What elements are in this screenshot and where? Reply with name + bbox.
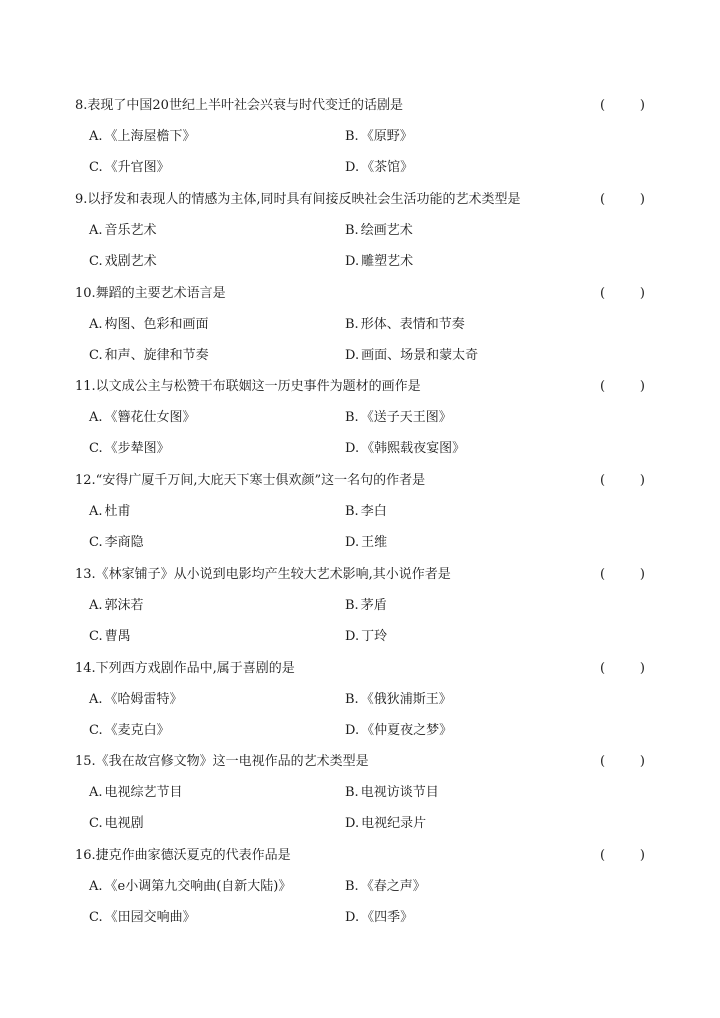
option-letter: D. [345, 160, 360, 175]
answer-bracket[interactable] [600, 471, 645, 491]
option-letter: A. [89, 223, 103, 238]
option-text: 李商隐 [104, 535, 144, 550]
option-text: 《麦克白》 [104, 723, 170, 738]
option-text: 杜甫 [104, 504, 131, 519]
question-stem [75, 377, 645, 397]
option-letter: D. [345, 816, 360, 831]
option-text: 电视纪录片 [361, 816, 427, 831]
option-text: 李白 [360, 504, 387, 519]
option-text: 音乐艺术 [104, 223, 157, 238]
question-11 [75, 377, 645, 459]
option-row [75, 502, 645, 522]
option-letter: D. [345, 441, 360, 456]
option-d[interactable] [345, 439, 465, 459]
option-d[interactable] [345, 908, 413, 928]
option-text: 构图、色彩和画面 [104, 317, 209, 332]
bracket-open: ( [600, 192, 606, 207]
bracket-close: ) [639, 567, 645, 582]
option-b[interactable] [345, 596, 387, 616]
option-b[interactable] [345, 315, 465, 335]
option-d[interactable] [345, 252, 413, 272]
option-text: 《原野》 [360, 129, 413, 144]
option-d[interactable] [345, 814, 426, 834]
answer-bracket[interactable] [600, 284, 645, 304]
answer-bracket[interactable] [600, 659, 645, 679]
bracket-open: ( [600, 661, 606, 676]
option-letter: C. [89, 254, 103, 269]
option-b[interactable] [345, 127, 413, 147]
bracket-open: ( [600, 98, 606, 113]
option-c[interactable] [89, 533, 144, 553]
option-text: 曹禺 [104, 629, 131, 644]
option-b[interactable] [345, 502, 387, 522]
option-letter: B. [345, 223, 359, 238]
option-text: 《上海屋檐下》 [104, 129, 196, 144]
option-letter: B. [345, 410, 359, 425]
question-stem [75, 96, 645, 116]
option-letter: B. [345, 879, 359, 894]
question-text: 13.《林家铺子》从小说到电影均产生较大艺术影响,其小说作者是 [75, 567, 451, 582]
bracket-close: ) [639, 661, 645, 676]
question-stem [75, 565, 645, 585]
option-c[interactable] [89, 908, 196, 928]
option-letter: C. [89, 160, 103, 175]
bracket-close: ) [639, 754, 645, 769]
question-stem [75, 190, 645, 210]
answer-bracket[interactable] [600, 190, 645, 210]
option-letter: A. [89, 129, 103, 144]
option-text: 形体、表情和节奏 [360, 317, 465, 332]
option-a[interactable] [89, 596, 144, 616]
option-a[interactable] [89, 315, 209, 335]
option-letter: A. [89, 410, 103, 425]
question-text: 9.以抒发和表现人的情感为主体,同时具有间接反映社会生活功能的艺术类型是 [75, 192, 521, 207]
option-letter: D. [345, 254, 360, 269]
option-row [75, 908, 645, 928]
option-letter: C. [89, 816, 103, 831]
bracket-close: ) [639, 379, 645, 394]
question-15 [75, 752, 645, 834]
bracket-close: ) [639, 192, 645, 207]
option-letter: D. [345, 910, 360, 925]
option-letter: C. [89, 348, 103, 363]
option-row [75, 596, 645, 616]
option-a[interactable] [89, 690, 183, 710]
option-c[interactable] [89, 252, 157, 272]
option-d[interactable] [345, 346, 478, 366]
question-stem [75, 846, 645, 866]
answer-bracket[interactable] [600, 565, 645, 585]
bracket-close: ) [639, 98, 645, 113]
question-text: 14.下列西方戏剧作品中,属于喜剧的是 [75, 661, 295, 676]
option-a[interactable] [89, 783, 183, 803]
question-stem [75, 284, 645, 304]
option-c[interactable] [89, 627, 131, 647]
option-text: 《俄狄浦斯王》 [360, 692, 452, 707]
option-row [75, 439, 645, 459]
option-text: 电视剧 [104, 816, 144, 831]
bracket-open: ( [600, 286, 606, 301]
option-text: 《簪花仕女图》 [104, 410, 196, 425]
bracket-open: ( [600, 379, 606, 394]
option-text: 《仲夏夜之梦》 [361, 723, 453, 738]
option-letter: C. [89, 535, 103, 550]
option-row [75, 533, 645, 553]
question-13 [75, 565, 645, 647]
option-text: 王维 [361, 535, 388, 550]
option-text: 和声、旋律和节奏 [104, 348, 209, 363]
question-text: 10.舞蹈的主要艺术语言是 [75, 286, 226, 301]
question-14 [75, 659, 645, 741]
option-row [75, 721, 645, 741]
option-row [75, 252, 645, 272]
question-10 [75, 284, 645, 366]
option-text: 《茶馆》 [361, 160, 414, 175]
option-c[interactable] [89, 814, 144, 834]
option-text: 《春之声》 [360, 879, 426, 894]
option-text: 戏剧艺术 [104, 254, 157, 269]
option-d[interactable] [345, 721, 452, 741]
option-row [75, 158, 645, 178]
option-letter: D. [345, 629, 360, 644]
option-text: 《e小调第九交响曲(自新大陆)》 [104, 879, 292, 894]
option-row [75, 690, 645, 710]
bracket-close: ) [639, 473, 645, 488]
option-a[interactable] [89, 127, 196, 147]
option-text: 电视综艺节目 [104, 785, 183, 800]
question-text: 12.“安得广厦千万间,大庇天下寒士俱欢颜”这一名句的作者是 [75, 473, 426, 488]
option-b[interactable] [345, 783, 439, 803]
option-text: 茅盾 [360, 598, 387, 613]
option-letter: C. [89, 441, 103, 456]
option-a[interactable] [89, 221, 157, 241]
option-letter: A. [89, 692, 103, 707]
question-stem [75, 659, 645, 679]
option-letter: C. [89, 910, 103, 925]
question-text: 8.表现了中国20世纪上半叶社会兴衰与时代变迁的话剧是 [75, 98, 403, 113]
option-letter: A. [89, 504, 103, 519]
option-letter: B. [345, 317, 359, 332]
option-letter: B. [345, 598, 359, 613]
question-8 [75, 96, 645, 178]
question-text: 16.捷克作曲家德沃夏克的代表作品是 [75, 848, 291, 863]
option-b[interactable] [345, 221, 413, 241]
option-text: 《哈姆雷特》 [104, 692, 183, 707]
option-letter: A. [89, 879, 103, 894]
question-text: 15.《我在故宫修文物》这一电视作品的艺术类型是 [75, 754, 369, 769]
option-letter: B. [345, 129, 359, 144]
option-letter: C. [89, 723, 103, 738]
bracket-open: ( [600, 473, 606, 488]
option-text: 《四季》 [361, 910, 414, 925]
bracket-close: ) [639, 286, 645, 301]
option-c[interactable] [89, 346, 209, 366]
option-text: 《送子天王图》 [360, 410, 452, 425]
option-row [75, 127, 645, 147]
option-a[interactable] [89, 502, 131, 522]
bracket-open: ( [600, 754, 606, 769]
option-letter: A. [89, 785, 103, 800]
question-stem [75, 471, 645, 491]
option-letter: A. [89, 317, 103, 332]
bracket-open: ( [600, 567, 606, 582]
option-a[interactable] [89, 877, 291, 897]
option-text: 电视访谈节目 [360, 785, 439, 800]
question-12 [75, 471, 645, 553]
option-d[interactable] [345, 533, 387, 553]
option-row [75, 814, 645, 834]
answer-bracket[interactable] [600, 377, 645, 397]
question-text: 11.以文成公主与松赞干布联姻这一历史事件为题材的画作是 [75, 379, 421, 394]
question-16 [75, 846, 645, 928]
option-text: 《升官图》 [104, 160, 170, 175]
option-c[interactable] [89, 158, 170, 178]
option-letter: B. [345, 692, 359, 707]
option-text: 《步辇图》 [104, 441, 170, 456]
option-text: 郭沫若 [104, 598, 144, 613]
option-text: 丁玲 [361, 629, 388, 644]
option-row [75, 877, 645, 897]
option-c[interactable] [89, 721, 170, 741]
option-row [75, 346, 645, 366]
option-letter: B. [345, 504, 359, 519]
option-row [75, 408, 645, 428]
option-letter: D. [345, 348, 360, 363]
option-text: 《韩熙载夜宴图》 [361, 441, 466, 456]
option-text: 雕塑艺术 [361, 254, 414, 269]
question-9 [75, 190, 645, 272]
option-text: 绘画艺术 [360, 223, 413, 238]
option-letter: D. [345, 535, 360, 550]
option-text: 画面、场景和蒙太奇 [361, 348, 479, 363]
option-row [75, 627, 645, 647]
bracket-open: ( [600, 848, 606, 863]
option-text: 《田园交响曲》 [104, 910, 196, 925]
option-letter: B. [345, 785, 359, 800]
option-b[interactable] [345, 690, 452, 710]
option-letter: A. [89, 598, 103, 613]
option-d[interactable] [345, 158, 413, 178]
option-letter: D. [345, 723, 360, 738]
option-b[interactable] [345, 877, 426, 897]
option-d[interactable] [345, 627, 387, 647]
option-row [75, 315, 645, 335]
question-stem [75, 752, 645, 772]
option-row [75, 783, 645, 803]
answer-bracket[interactable] [600, 752, 645, 772]
option-b[interactable] [345, 408, 452, 428]
option-c[interactable] [89, 439, 170, 459]
option-letter: C. [89, 629, 103, 644]
answer-bracket[interactable] [600, 846, 645, 866]
option-a[interactable] [89, 408, 196, 428]
answer-bracket[interactable] [600, 96, 645, 116]
bracket-close: ) [639, 848, 645, 863]
option-row [75, 221, 645, 241]
